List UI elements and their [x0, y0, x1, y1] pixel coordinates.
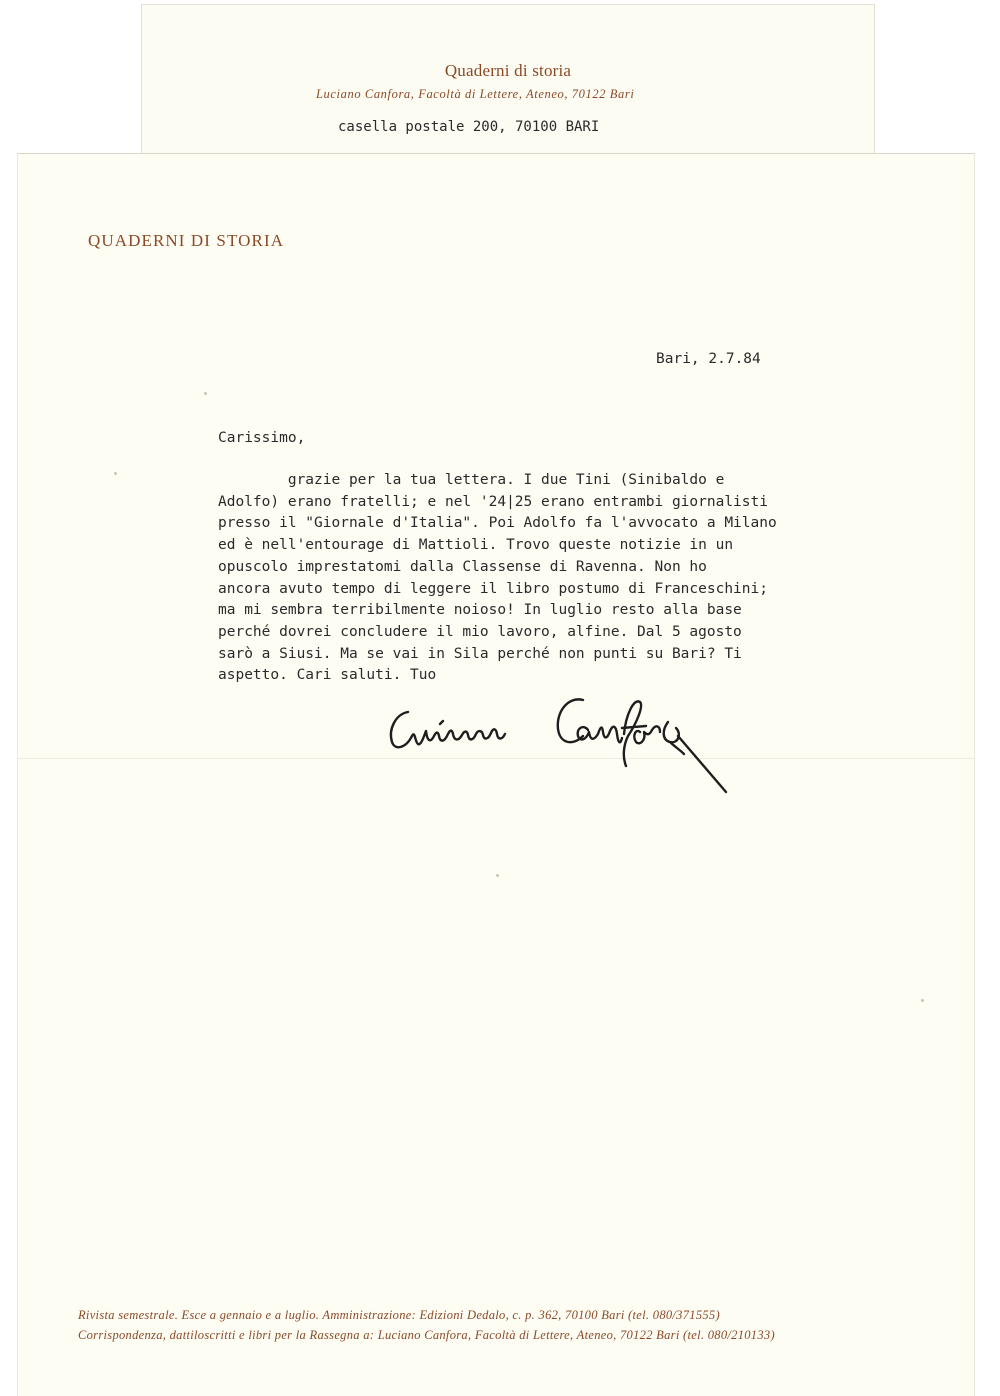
body-line: sarò a Siusi. Ma se vai in Sila perché non punti su Bari? Ti — [218, 645, 742, 662]
letter-body — [218, 470, 838, 687]
letterhead: QUADERNI DI STORIA — [88, 231, 285, 250]
envelope-postal-box: casella postale 200, 70100 BARI — [338, 119, 600, 135]
envelope-address: Luciano Canfora, Facoltà di Lettere, Ateneo, 70122 Bari — [316, 87, 635, 101]
body-line: grazie per la tua lettera. I due Tini (Sinibaldo e — [218, 472, 725, 488]
handwritten-signature — [378, 684, 733, 794]
letter-greeting: Carissimo, — [218, 430, 306, 446]
body-line: ed è nell'entourage di Mattioli. Trovo queste notizie in un — [218, 537, 734, 554]
body-line: Adolfo) erano fratelli; e nel '24|25 erano entrambi giornalisti — [218, 493, 768, 510]
body-line: aspetto. Cari saluti. Tuo — [218, 667, 437, 684]
body-line: perché dovrei concludere il mio lavoro, alfine. Dal 5 agosto — [218, 623, 742, 640]
paper-speck — [496, 874, 499, 877]
footer-line-correspondence: Corrispondenza, dattiloscritti e libri per la Rassegna a: Luciano Canfora, Facoltà di Lettere, Ateneo, 70122 Bari (tel. 080/210133) — [78, 1328, 775, 1342]
letter-date: Bari, 2.7.84 — [656, 351, 761, 367]
letter-sheet — [17, 153, 975, 1396]
body-line: opuscolo imprestatomi dalla Classense di Ravenna. Non ho — [218, 558, 707, 575]
paper-speck — [204, 392, 207, 395]
footer-line-administration: Rivista semestrale. Esce a gennaio e a luglio. Amministrazione: Edizioni Dedalo, c. p. 362, 70100 Bari (tel. 080/371555) — [78, 1308, 720, 1322]
paper-speck — [921, 999, 924, 1002]
body-line: presso il "Giornale d'Italia". Poi Adolfo fa l'avvocato a Milano — [218, 515, 777, 532]
body-line: ancora avuto tempo di leggere il libro postumo di Franceschini; — [218, 580, 768, 597]
envelope — [141, 4, 875, 154]
paper-speck — [114, 472, 117, 475]
envelope-title: Quaderni di storia — [444, 61, 572, 80]
body-line: ma mi sembra terribilmente noioso! In luglio resto alla base — [218, 602, 742, 619]
letter-footer — [78, 1305, 775, 1345]
